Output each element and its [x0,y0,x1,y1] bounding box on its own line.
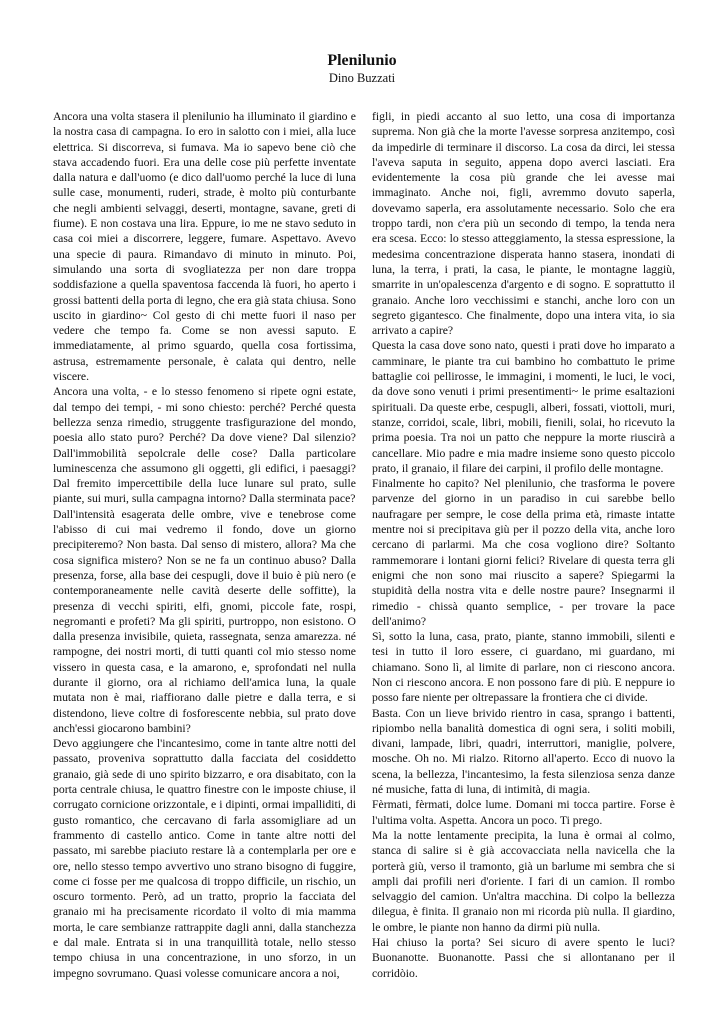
paragraph: Ancora una volta stasera il plenilunio ha illuminato il giardino e la nostra casa di campagna. Io ero in salotto con i miei, alla luce elettrica. Si discorreva, si fumava. Ma io sapevo bene ciò che stava accadendo fuori. Era una delle cose più perfette inventate dalla natura e dall'uomo (e dico dall'uomo perché la luce di luna sulle case, monumenti, ruderi, strade, è molto più conturbante che negli ambienti selvaggi, deserti, montagne, savane, greti di fiume). E non costava una lira. Eppure, io me ne stavo seduto in casa coi miei a discorrere, leggere, fumare. Aspettavo. Avevo una specie di paura. Rimandavo di minuto in minuto. Poi, simulando una sorta di svogliatezza per non dare troppa soddisfazione a quella spaventosa faccenda là fuori, ho aperto i grossi battenti della porta di legno, che era già stata chiusa. Sono uscito in giardino~ Col gesto di chi mette fuori il naso per vedere che tempo fa. Come se non avessi saputo. E immediatamente, al primo sguardo, quella cosa fortissima, astrusa, estremamente personale, è calata qui dentro, nelle viscere. [53,110,356,384]
paragraph: Basta. Con un lieve brivido rientro in casa, sprango i battenti, ripiombo nella banalità domestica di ogni sera, i soliti mobili, divani, lampade, libri, quadri, interruttori, maniglie, polvere, mosche. Oh no. Mi rialzo. Ritorno all'aperto. Ecco di nuovo la scena, la bellezza, l'incantesimo, la festa silenziosa senza danze né musiche, fatta di luna, di intimità, di magia. [372,706,675,797]
paragraph: Finalmente ho capito? Nel plenilunio, che trasforma le povere parvenze del giorno in un paradiso in cui sarebbe bello naufragare per sempre, le cose della prima età, rimaste intatte mentre noi si precipitava giù per il pozzo della vita, anche loro cercano di parlarmi. Ma che cosa vogliono dire? Soltanto rammemorare i lontani giorni felici? Rivelare di questa terra gli enigmi che non sono mai riuscito a sapere? Spiegarmi la stupidità della nostra vita e delle nostre paure? Insegnarmi il rimedio - chissà quanto semplice, - per trovare la pace dell'animo? [372,477,675,628]
left-text-column [53,109,356,981]
paragraph: Fèrmati, fèrmati, dolce lume. Domani mi tocca partire. Forse è l'ultima volta. Aspetta. Ancora un poco. Ti prego. [372,798,675,827]
paragraph: figli, in piedi accanto al suo letto, una cosa di importanza suprema. Non già che la morte l'avesse sorpresa anzitempo, così da impedirle di terminare il discorso. La cosa da dirci, lei stessa l'aveva saputa in seguito, appena dopo averci lasciati. Era evidentemente la cosa più grande che lei avesse mai immaginato. Anche noi, figli, avremmo dovuto saperla, dovevamo saperla, era assolutamente necessario. Solo che era troppo tardi, non c'era più un secondo di tempo, la tenda nera era scesa. Ecco: lo stesso atteggiamento, la stessa espressione, la medesima concentrazione disperata hanno stasera, inondati di luna, la terra, i prati, la casa, le piante, le montagne laggiù, smarrite in un'opalescenza d'argento e di sogno. E soprattutto il granaio. Anche loro vecchissimi e stanchi, anche loro con un segreto gigantesco. Che finalmente, dopo una intera vita, io sia arrivato a capire? [372,110,675,338]
author-name: Dino Buzzati [328,71,396,85]
page-title: Plenilunio [327,52,397,69]
paragraph: Hai chiuso la porta? Sei sicuro di avere spento le luci? Buonanotte. Buonanotte. Passi che si allontanano per il corridòio. [372,936,675,980]
document-header [0,52,724,86]
paragraph: Devo aggiungere che l'incantesimo, come in tante altre notti del passato, proveniva soprattutto dalla facciata del cosiddetto granaio, già sede di uno spirito bizzarro, e ora disabitato, con la porta centrale chiusa, le quattro finestre con le imposte chiuse, il corrugato cornicione orizzontale, e i dipinti, ormai impalliditi, di gusto romantico, che cercavano di farla assomigliare ad un frammento di castello antico. Come in tante altre notti del passato, mi sarebbe piaciuto restare là a contemplarla per ore e ore, nello stesso tempo avvertivo uno strano bisogno di fuggire, come ci fosse per me qualcosa di troppo difficile, un rischio, un oscuro tormento. Però, ad un tratto, proprio la facciata del granaio mi ha precisamente ricordato il volto di mia mamma morta, le care sembianze rattrappite dagli anni, dalla stanchezza e dal male. Entrata si in una tranquillità totale, nello stesso tempo chiusa in una concentrazione, in uno sforzo, in un impegno sovrumano. Quasi volesse comunicare ancora a noi, [53,737,356,980]
paragraph: Sì, sotto la luna, casa, prato, piante, stanno immobili, silenti e tesi in tutto il loro essere, ci guardano, mi guardano, mi chiamano. Sono lì, al limite di parlare, non ci riescono ancora. Non ci riescono ancora. E non possono fare di più. E neppure io posso fare niente per oltrepassare la frontiera che ci divide. [372,630,675,705]
paragraph: Ma la notte lentamente precipita, la luna è ormai al colmo, stanca di salire si è già accovacciata nella navicella che la porterà giù, verso il tramonto, già un barlume mi sembra che si ampli dai profili neri d'oriente. I fari di un camion. Il rombo selvaggio del camion. Un'altra macchina. Di colpo la bellezza dilegua, è finita. Il granaio non mi ricorda più nulla. Il giardino, le ombre, le piante non hanno da dirmi più nulla. [372,828,675,934]
paragraph: Dall'intensità esagerata delle ombre, vive e tenebrose come l'abisso di cui mai vedremo il fondo, dove un giorno precipiteremo? Non basta. Dal senso di mistero, allora? Ma che cosa significa mistero? Non se ne fa un continuo abuso? Dalla presenza, forse, alla base dei cespugli, dove il buio è più nero (e contemporaneamente nelle cavità deserte delle soffitte), la presenza di vecchi spiriti, elfi, gnomi, piccole fate, rospi, negromanti e profeti? Ma gli spiriti, purtroppo, non esistono. O dalla presenza invisibile, quieta, rassegnata, senza amarezza. né rampogne, dei nostri morti, di tutti quanti col mio stesso nome vissero in questa casa, e la amarono, e, sprofondati nel nulla durante il giorno, ora al richiamo dell'amica luna, la quale mutata non è mai, riaffiorano dalle pietre e dalla terra, e si distendono, lieve coltre di fosforescente nebbia, sul prato dove anch'essi giocarono bambini? [53,507,356,735]
right-text-column [372,109,675,981]
paragraph: Ancora una volta, - e lo stesso fenomeno si ripete ogni estate, dal tempo dei tempi, - mi sono chiesto: perché? Perché questa bellezza senza rimedio, struggente trasfigurazione del mondo, poesia allo stato puro? Perché? Da dove viene? Dal silenzio? Dall'immobilità sepolcrale delle cose? Dalla particolare luminescenza che assumono gli oggetti, gli edifici, i paesaggi? Dal fremito impercettibile della luce lunare sul prato, sulle piante, sui muri, sulla campagna intorno? Dalla sterminata pace? [53,385,356,506]
paragraph: Questa la casa dove sono nato, questi i prati dove ho imparato a camminare, le piante tra cui bambino ho combattuto le prime battaglie coi pellirosse, le immagini, i momenti, le luci, le voci, da dove sono venuti i primi presentimenti~ le prime esaltazioni spirituali. Da queste erbe, cespugli, alberi, fossati, viottoli, muri, stanze, corridoi, scale, libri, mobili, fienili, solai, ho ricevuto la prima poesia. Tra noi un patto che neppure la morte riuscirà a cancellare. Mio padre e mia madre insieme sono questo piccolo prato, il granaio, il filare dei carpini, il profilo delle montagne. [372,339,675,475]
